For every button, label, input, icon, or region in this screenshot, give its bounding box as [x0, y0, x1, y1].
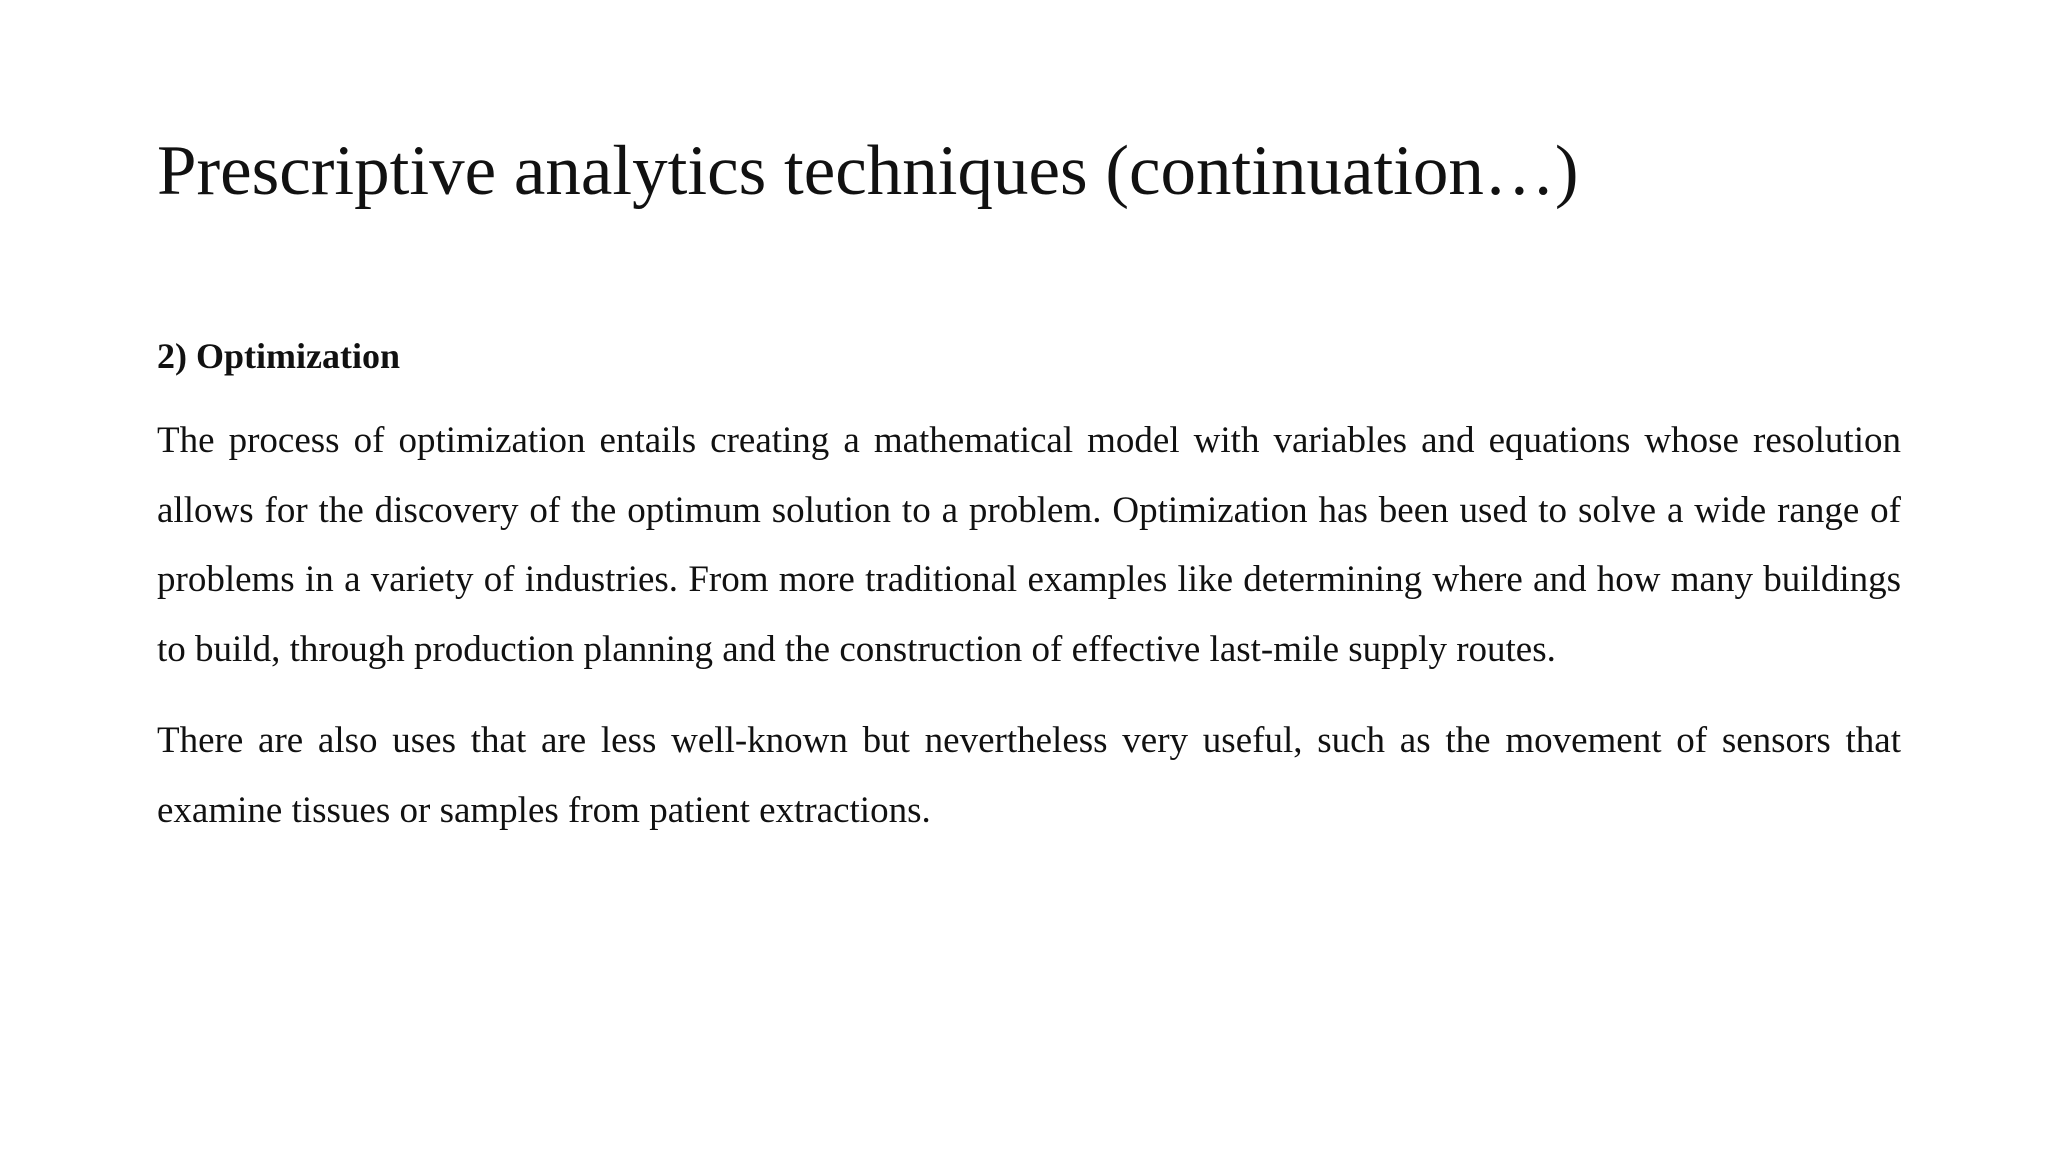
slide-content: [157, 326, 1901, 845]
section-heading: 2) Optimization: [157, 336, 400, 376]
slide-title: Prescriptive analytics techniques (continuation…): [157, 132, 1579, 210]
paragraph-optimization-definition: The process of optimization entails creating a mathematical model with variables and equations whose resolution allows for the discovery of the optimum solution to a problem. Optimization has been used to solve a wide range of problems in a variety of industries. From more traditional examples like determining where and how many buildings to build, through production planning and the construction of effective last-mile supply routes.: [157, 420, 1901, 670]
paragraph-optimization-uses: There are also uses that are less well-known but nevertheless very useful, such as the movement of sensors that examine tissues or samples from patient extractions.: [157, 720, 1901, 831]
